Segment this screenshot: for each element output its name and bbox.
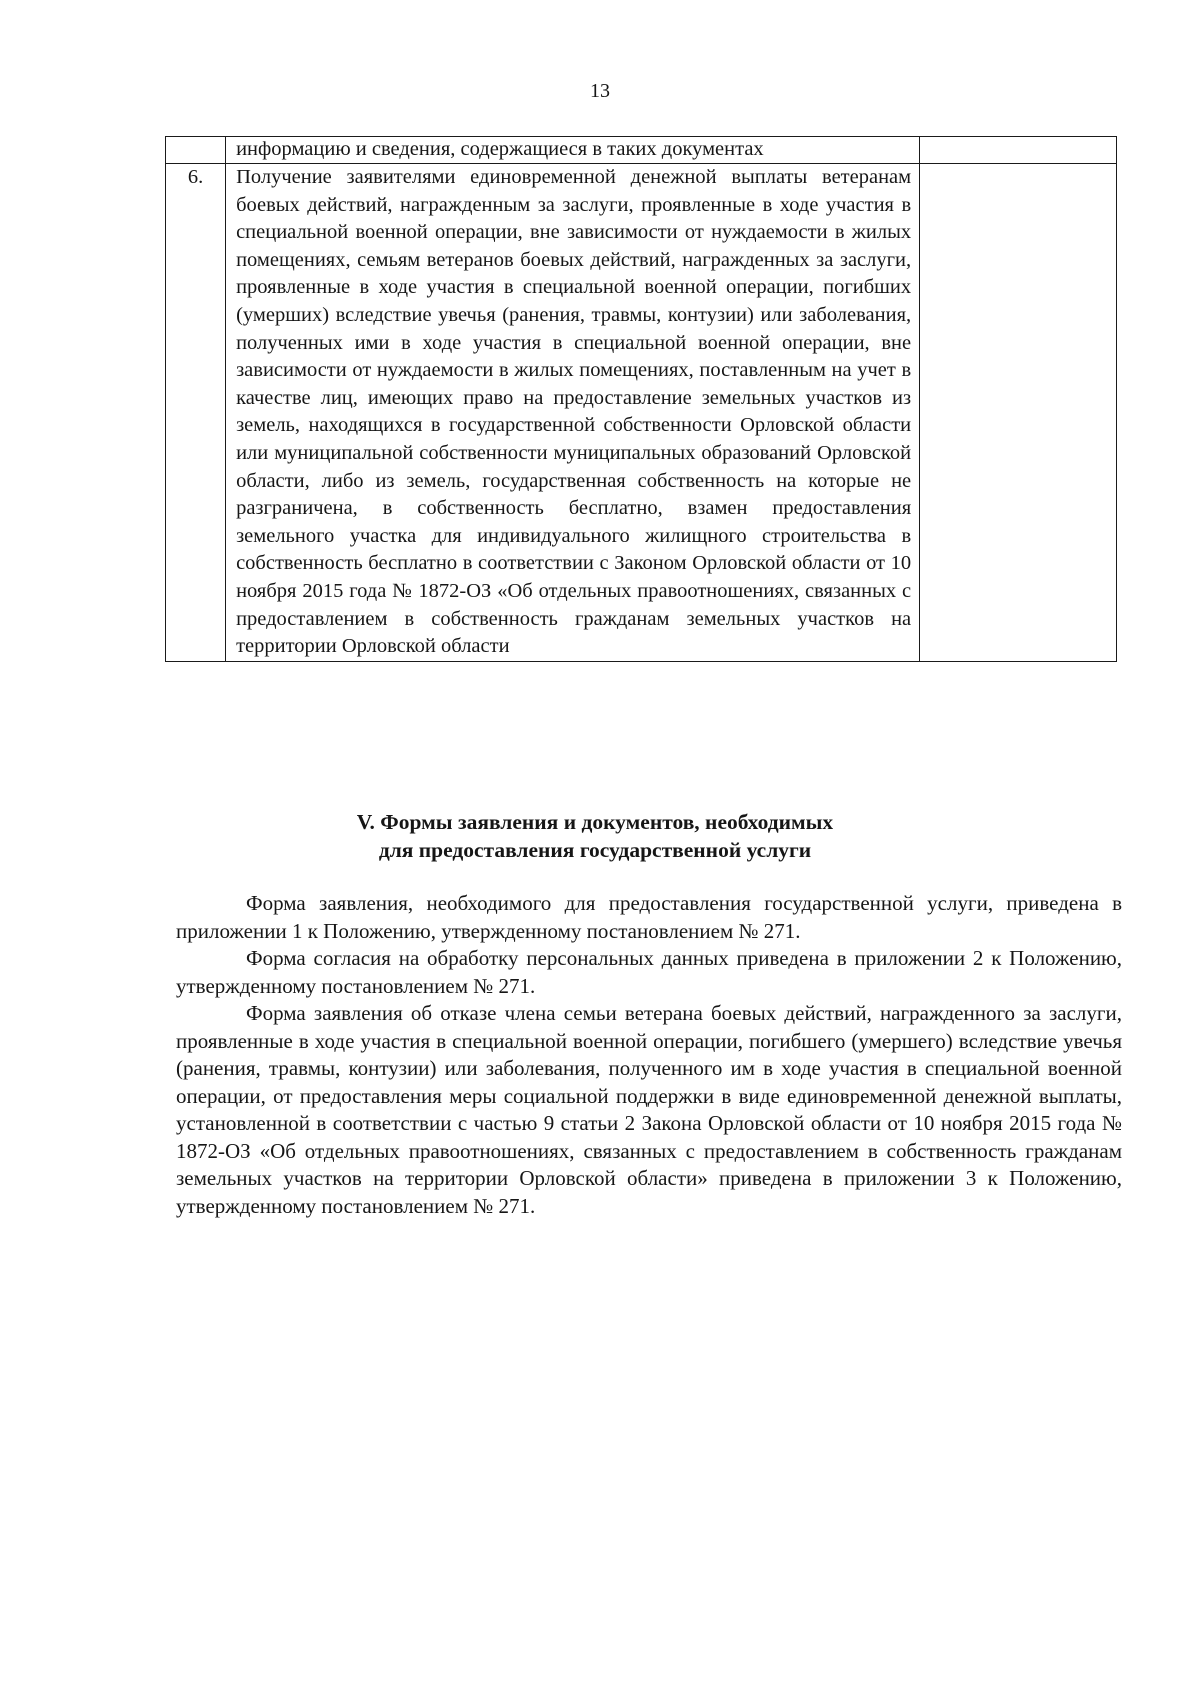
paragraph: Форма согласия на обработку персональных данных приведена в приложении 2 к Положению, утвержденному постановлением № 271. — [176, 946, 1122, 998]
section-heading-line-1: V. Формы заявления и документов, необходимых — [356, 810, 834, 834]
row-number-cell — [166, 137, 226, 164]
row-number-cell: 6. — [166, 164, 226, 662]
row-text-cell: информацию и сведения, содержащиеся в таких документах — [226, 137, 920, 164]
services-table — [165, 136, 1117, 662]
page-number: 13 — [590, 80, 610, 102]
paragraph: Форма заявления, необходимого для предоставления государственной услуги, приведена в приложении 1 к Положению, утвержденному постановлением № 271. — [176, 891, 1122, 943]
table-row — [166, 137, 1117, 164]
section-heading-line-2: для предоставления государственной услуги — [378, 838, 812, 862]
row-empty-cell — [920, 164, 1117, 662]
section-heading — [200, 808, 990, 864]
section-body — [176, 890, 1122, 1220]
paragraph: Форма заявления об отказе члена семьи ветерана боевых действий, награжденного за заслуги, проявленные в ходе участия в специальной военной операции, погибшего (умершего) вследствие увечья (ранения, травмы, контузии) или заболевания, полученного им в ходе участия в специальной военной операции, от предоставления меры социальной поддержки в виде единовременной денежной выплаты, установленной в соответствии с частью 9 статьи 2 Закона Орловской области от 10 ноября 2015 года № 1872-ОЗ «Об отдельных правоотношениях, связанных с предоставлением в собственность гражданам земельных участков на территории Орловской области» приведена в приложении 3 к Положению, утвержденному постановлением № 271. — [176, 1001, 1122, 1218]
row-empty-cell — [920, 137, 1117, 164]
row-text-cell: Получение заявителями единовременной денежной выплаты ветеранам боевых действий, награжденным за заслуги, проявленные в ходе участия в специальной военной операции, вне зависимости от нуждаемости в жилых помещениях, семьям ветеранов боевых действий, награжденных за заслуги, проявленные в ходе участия в специальной военной операции, погибших (умерших) вследствие увечья (ранения, травмы, контузии) или заболевания, полученных ими в ходе участия в специальной военной операции, вне зависимости от нуждаемости в жилых помещениях, поставленным на учет в качестве лиц, имеющих право на предоставление земельных участков из земель, находящихся в государственной собственности Орловской области или муниципальной собственности муниципальных образований Орловской области, либо из земель, государственная собственность на которые не разграничена, в собственность бесплатно, взамен предоставления земельного участка для индивидуального жилищного строительства в собственность бесплатно в соответствии с Законом Орловской области от 10 ноября 2015 года № 1872-ОЗ «Об отдельных правоотношениях, связанных с предоставлением в собственность гражданам земельных участков на территории Орловской области — [226, 164, 920, 662]
table-row — [166, 164, 1117, 662]
